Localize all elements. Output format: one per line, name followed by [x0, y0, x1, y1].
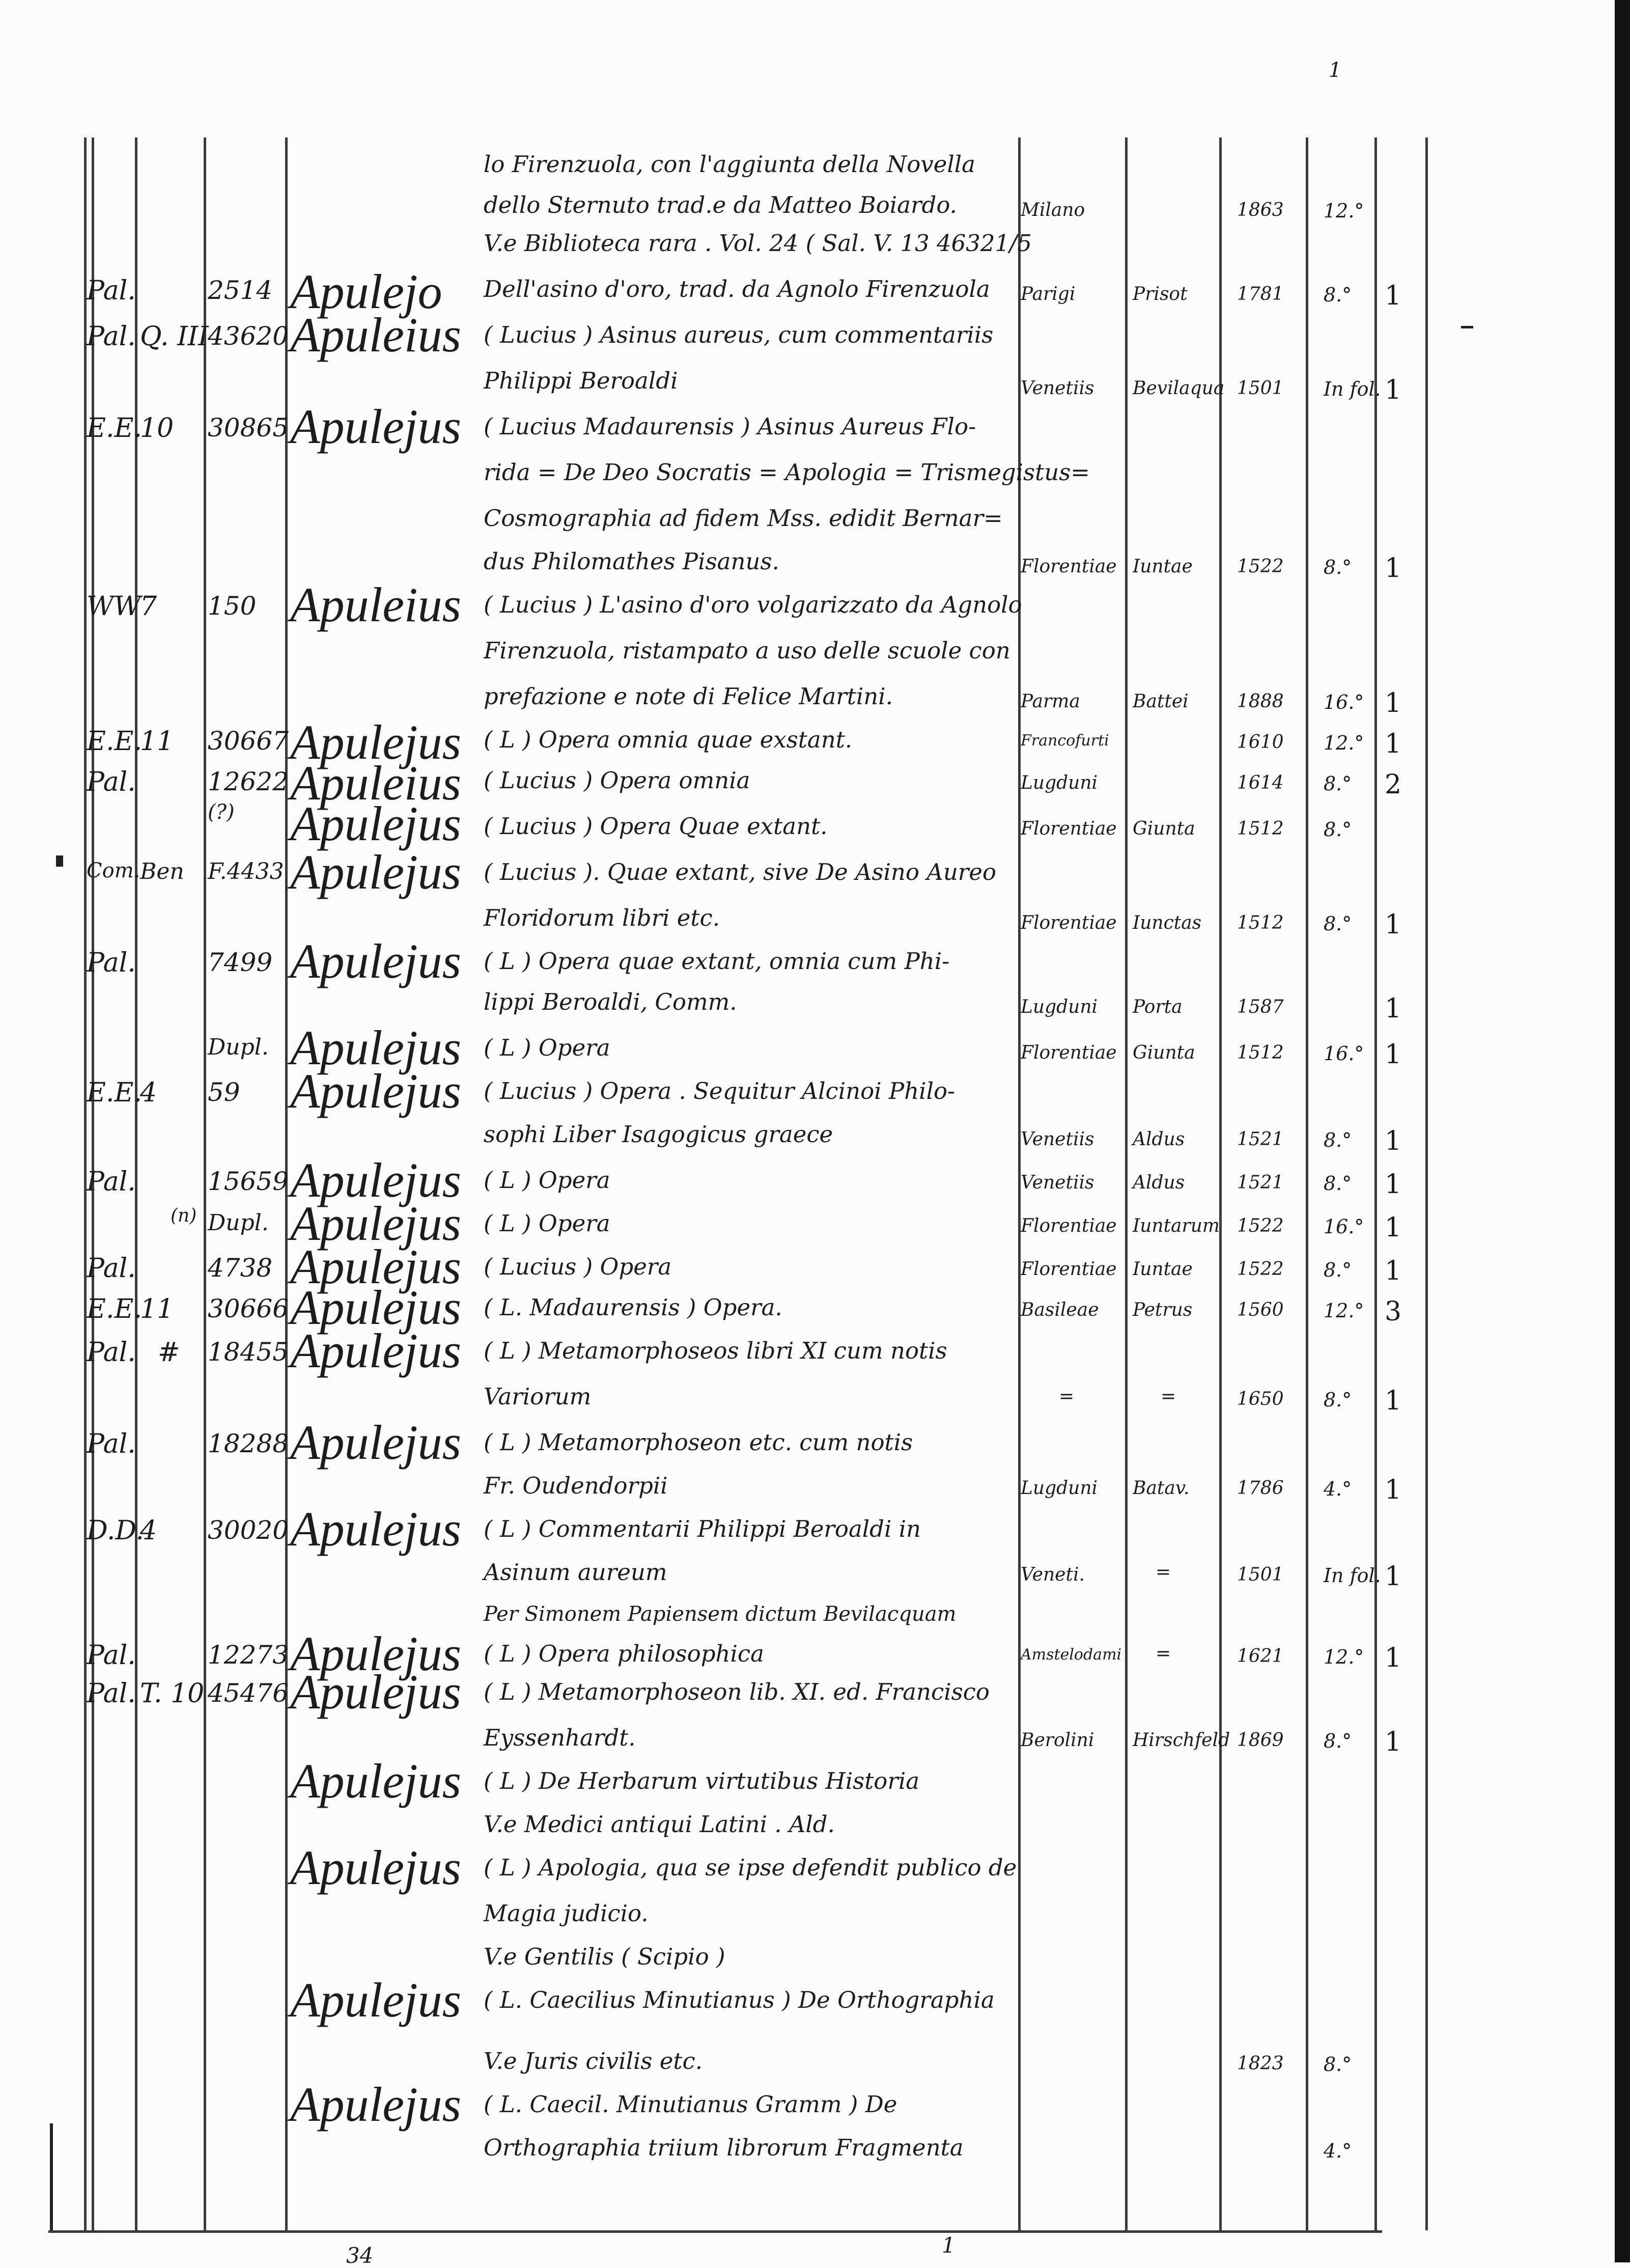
- entry-title: ( L ) Opera: [484, 1167, 610, 1194]
- entry-year: 1501: [1237, 378, 1284, 399]
- entry-place: Francofurti: [1021, 732, 1109, 750]
- entry-signature: Pal.: [87, 1678, 136, 1709]
- entry-signature: Pal.: [87, 1253, 136, 1284]
- entry-number: F.4433: [208, 859, 284, 884]
- entry-volumes: 1: [1385, 281, 1402, 311]
- entry-printer: Battei: [1133, 691, 1189, 712]
- entry-volumes: 1: [1385, 1386, 1402, 1416]
- bottom-right-note: 1: [942, 2233, 955, 2258]
- entry-format: 8.°: [1324, 556, 1352, 578]
- entry-year: 1512: [1237, 912, 1284, 933]
- column-rule: [1219, 137, 1222, 2230]
- entry-title: ( L ) Metamorphoseos libri XI cum notis: [484, 1337, 947, 1364]
- entry-year: 1888: [1237, 691, 1284, 712]
- entry-title: Firenzuola, ristampato a uso delle scuole con: [484, 637, 1010, 664]
- entry-number: Dupl.: [208, 1210, 269, 1236]
- entry-number: 43620: [208, 321, 289, 351]
- entry-year: 1522: [1237, 556, 1284, 577]
- entry-shelf: 4: [140, 1077, 157, 1108]
- entry-format: 8.°: [1324, 1129, 1352, 1151]
- entry-shelf: Ben: [140, 859, 184, 884]
- entry-title: Magia judicio.: [484, 1900, 649, 1927]
- entry-volumes: 1: [1385, 553, 1402, 584]
- entry-printer: =: [1156, 1643, 1171, 1664]
- entry-number: 30667: [208, 726, 289, 756]
- entry-volumes: 1: [1385, 1561, 1402, 1592]
- entry-title: sophi Liber Isagogicus graece: [484, 1121, 833, 1148]
- column-rule: [1374, 137, 1377, 2230]
- entry-number: 12622: [208, 767, 289, 796]
- entry-title: ( L ) Metamorphoseon lib. XI. ed. Francisco: [484, 1678, 990, 1705]
- entry-title: ( L ) Opera omnia quae exstant.: [484, 726, 853, 753]
- entry-printer: =: [1156, 1562, 1171, 1583]
- entry-title: ( L ) Opera quae extant, omnia cum Phi-: [484, 948, 950, 975]
- entry-year: 1823: [1237, 2053, 1284, 2074]
- entry-author: Apulejus: [290, 399, 461, 454]
- entry-number: 30666: [208, 1294, 289, 1323]
- entry-year: 1522: [1237, 1215, 1284, 1236]
- entry-signature: Pal.: [87, 1337, 136, 1368]
- entry-number: Dupl.: [208, 1034, 269, 1060]
- entry-author: Apulejus: [290, 845, 461, 899]
- entry-author: Apulejus: [290, 2077, 461, 2132]
- entry-place: Venetiis: [1021, 378, 1094, 399]
- entry-title: Asinum aureum: [484, 1559, 667, 1586]
- entry-place: Florentiae: [1021, 556, 1117, 577]
- entry-format: 12.°: [1324, 200, 1364, 222]
- entry-signature: Pal.: [87, 1640, 136, 1671]
- entry-shelf: 4: [140, 1515, 157, 1546]
- entry-author: Apulejus: [290, 715, 461, 769]
- bottom-left-note: 34: [346, 2243, 374, 2268]
- entry-author: Apulejus: [290, 1754, 461, 1808]
- entry-title: Eyssenhardt.: [484, 1724, 636, 1751]
- entry-printer: Iuntarum: [1133, 1215, 1220, 1236]
- entry-title: Cosmographia ad fidem Mss. edidit Bernar=: [484, 505, 1003, 532]
- entry-place: Florentiae: [1021, 912, 1117, 933]
- entry-signature: E.E.: [87, 726, 142, 757]
- entry-number: 15659: [208, 1167, 289, 1196]
- entry-title: prefazione e note di Felice Martini.: [484, 683, 893, 710]
- entry-year: 1650: [1237, 1389, 1284, 1409]
- entry-title: ( Lucius Madaurensis ) Asinus Aureus Flo-: [484, 413, 976, 440]
- column-rule: [204, 137, 206, 2230]
- entry-author: Apulejo: [290, 264, 442, 319]
- entry-title: V.e Gentilis ( Scipio ): [484, 1943, 725, 1970]
- entry-title: V.e Biblioteca rara . Vol. 24 ( Sal. V. 13 46321/5: [484, 230, 1032, 257]
- entry-author: Apuleius: [290, 308, 461, 362]
- entry-format: In fol.: [1324, 378, 1381, 400]
- entry-year: 1786: [1237, 1478, 1284, 1499]
- entry-author: Apulejus: [290, 934, 461, 988]
- entry-number: 18455: [208, 1337, 289, 1367]
- entry-number: 12273: [208, 1640, 289, 1670]
- entry-signature: Pal.: [87, 321, 136, 352]
- entry-year: 1521: [1237, 1129, 1284, 1150]
- entry-title: ( L ) Opera: [484, 1034, 610, 1061]
- entry-volumes: 1: [1385, 729, 1402, 759]
- entry-shelf: 11: [140, 726, 174, 757]
- entry-year: 1614: [1237, 772, 1284, 793]
- entry-printer: Giunta: [1133, 1042, 1195, 1063]
- entry-printer: Iuntae: [1133, 1259, 1193, 1280]
- entry-place: Amstelodami: [1021, 1646, 1122, 1664]
- entry-volumes: 3: [1385, 1296, 1402, 1327]
- entry-volumes: 1: [1385, 1256, 1402, 1286]
- entry-volumes: 1: [1385, 375, 1402, 405]
- entry-format: 8.°: [1324, 912, 1352, 935]
- entry-title: ( L ) Metamorphoseon etc. cum notis: [484, 1429, 913, 1456]
- entry-author: Apulejus: [290, 1840, 461, 1895]
- entry-format: 8.°: [1324, 772, 1352, 795]
- entry-format: 8.°: [1324, 818, 1352, 841]
- entry-printer: Prisot: [1133, 284, 1188, 305]
- entry-year: 1512: [1237, 1042, 1284, 1063]
- entry-shelf: 11: [140, 1294, 174, 1324]
- entry-place: Basileae: [1021, 1299, 1099, 1320]
- entry-printer: Hirschfeld: [1133, 1730, 1230, 1751]
- entry-author: Apulejus: [290, 1020, 461, 1075]
- entry-volumes: 1: [1385, 909, 1402, 940]
- entry-title: Fr. Oudendorpii: [484, 1472, 668, 1499]
- entry-title: ( L ) Apologia, qua se ipse defendit publico de: [484, 1854, 1017, 1881]
- entry-author: Apulejus: [290, 1323, 461, 1378]
- entry-format: 16.°: [1324, 691, 1364, 713]
- entry-format: 4.°: [1324, 1478, 1352, 1500]
- entry-title: ( Lucius ) Opera: [484, 1253, 672, 1280]
- entry-author: Apulejus: [290, 1196, 461, 1251]
- entry-title: ( L ) De Herbarum virtutibus Historia: [484, 1767, 920, 1794]
- entry-place: =: [1059, 1386, 1075, 1407]
- entry-format: 8.°: [1324, 2053, 1352, 2076]
- entry-place: Parigi: [1021, 284, 1076, 305]
- top-mark: 1: [1329, 59, 1342, 82]
- entry-printer: Iunctas: [1133, 912, 1202, 933]
- entry-place: Berolini: [1021, 1730, 1094, 1751]
- entry-format: 8.°: [1324, 1389, 1352, 1411]
- entry-title: dus Philomathes Pisanus.: [484, 548, 779, 575]
- entry-volumes: 1: [1385, 1643, 1402, 1673]
- entry-author: Apuleius: [290, 756, 461, 810]
- entry-place: Lugduni: [1021, 1478, 1098, 1499]
- entry-author: Apulejus: [290, 1064, 461, 1118]
- entry-number: 30865: [208, 413, 289, 442]
- entry-year: 1560: [1237, 1299, 1284, 1320]
- column-rule: [1306, 137, 1308, 2230]
- entry-title: V.e Medici antiqui Latini . Ald.: [484, 1811, 835, 1838]
- entry-author: Apulejus: [290, 1153, 461, 1207]
- entry-author: Apulejus: [290, 1415, 461, 1470]
- entry-title: ( Lucius ). Quae extant, sive De Asino Aureo: [484, 859, 997, 886]
- entry-year: 1781: [1237, 284, 1284, 305]
- entry-shelf: 10: [140, 413, 174, 444]
- entry-title: ( Lucius ) Opera . Sequitur Alcinoi Philo-: [484, 1077, 955, 1104]
- entry-volumes: 2: [1385, 769, 1402, 800]
- entry-printer: Giunta: [1133, 818, 1195, 839]
- entry-shelf: #: [158, 1337, 180, 1368]
- column-rule: [1125, 137, 1128, 2230]
- entry-title: Variorum: [484, 1383, 592, 1410]
- entry-number: 30020: [208, 1515, 289, 1545]
- entry-format: 12.°: [1324, 732, 1364, 754]
- entry-format: In fol.: [1324, 1564, 1381, 1587]
- entry-title: Floridorum libri etc.: [484, 904, 720, 931]
- entry-place: Parma: [1021, 691, 1080, 712]
- entry-volumes: 1: [1385, 1169, 1402, 1200]
- entry-year: 1501: [1237, 1564, 1284, 1585]
- entry-volumes: 1: [1385, 688, 1402, 718]
- entry-number: 45476: [208, 1678, 289, 1708]
- entry-number: 7499: [208, 948, 273, 977]
- entry-year: 1869: [1237, 1730, 1284, 1751]
- entry-title: ( L. Caecil. Minutianus Gramm ) De: [484, 2091, 897, 2118]
- entry-number: 59: [208, 1077, 240, 1107]
- entry-title: ( L ) Opera: [484, 1210, 610, 1237]
- entry-author: Apulejus: [290, 1239, 461, 1294]
- entry-number: 18288: [208, 1429, 289, 1458]
- entry-format: 16.°: [1324, 1215, 1364, 1238]
- entry-title: Philippi Beroaldi: [484, 367, 678, 394]
- entry-signature: WW: [87, 591, 141, 622]
- entry-printer: Aldus: [1133, 1129, 1185, 1150]
- entry-year: 1512: [1237, 818, 1284, 839]
- entry-format: 8.°: [1324, 1730, 1352, 1752]
- entry-year: 1521: [1237, 1172, 1284, 1193]
- entry-title: ( L ) Opera philosophica: [484, 1640, 764, 1667]
- entry-format: 4.°: [1324, 2140, 1352, 2162]
- entry-year: 1522: [1237, 1259, 1284, 1280]
- entry-title: Orthographia triium librorum Fragmenta: [484, 2134, 964, 2161]
- entry-author: Apulejus: [290, 1626, 461, 1681]
- entry-title: ( L. Caecilius Minutianus ) De Orthographia: [484, 1986, 995, 2013]
- entry-title: Dell'asino d'oro, trad. da Agnolo Firenzuola: [484, 275, 990, 302]
- entry-shelf: T. 10: [140, 1678, 205, 1709]
- entry-title: Per Simonem Papiensem dictum Bevilacquam: [484, 1602, 957, 1626]
- entry-volumes: 1: [1385, 993, 1402, 1024]
- entry-author: Apulejus: [290, 796, 461, 851]
- entry-signature: Pal.: [87, 275, 136, 306]
- column-rule: [1425, 137, 1428, 2230]
- entry-title: ( L ) Commentarii Philippi Beroaldi in: [484, 1515, 921, 1542]
- margin-mark: [1461, 326, 1473, 328]
- entry-author: Apulejus: [290, 1665, 461, 1719]
- entry-format: 12.°: [1324, 1299, 1364, 1322]
- entry-author: Apulejus: [290, 1280, 461, 1335]
- entry-year: 1587: [1237, 997, 1284, 1017]
- bottom-rule: [48, 2230, 1382, 2233]
- entry-place: Venetiis: [1021, 1129, 1094, 1150]
- entry-title: rida = De Deo Socratis = Apologia = Trismegistus=: [484, 459, 1090, 486]
- entry-title: dello Sternuto trad.e da Matteo Boiardo.: [484, 191, 957, 218]
- entry-number: 2514: [208, 275, 273, 305]
- entry-format: 8.°: [1324, 1259, 1352, 1281]
- margin-mark: [56, 855, 63, 867]
- entry-number: 4738: [208, 1253, 273, 1283]
- entry-signature: E.E.: [87, 1077, 142, 1108]
- entry-author: Apulejus: [290, 1502, 461, 1556]
- entry-title: lippi Beroaldi, Comm.: [484, 988, 737, 1015]
- entry-signature: Pal.: [87, 767, 136, 797]
- entry-volumes: 1: [1385, 1126, 1402, 1156]
- entry-year: 1863: [1237, 200, 1284, 220]
- entry-signature: Pal.: [87, 1167, 136, 1197]
- entry-volumes: 1: [1385, 1727, 1402, 1757]
- entry-shelf: (n): [171, 1205, 197, 1226]
- entry-volumes: 1: [1385, 1212, 1402, 1243]
- entry-format: 8.°: [1324, 284, 1352, 306]
- entry-author: Apuleius: [290, 577, 461, 632]
- entry-shelf: Q. III: [140, 321, 209, 352]
- entry-year: 1621: [1237, 1646, 1284, 1667]
- margin-mark: [50, 2123, 53, 2230]
- entry-format: 16.°: [1324, 1042, 1364, 1065]
- entry-title: ( Lucius ) L'asino d'oro volgarizzato da Agnolo: [484, 591, 1022, 618]
- scan-edge: [1615, 0, 1630, 2262]
- entry-title: V.e Juris civilis etc.: [484, 2048, 703, 2075]
- entry-printer: Bevilaqua: [1133, 378, 1225, 399]
- entry-signature: D.D.: [87, 1515, 144, 1546]
- entry-volumes: 1: [1385, 1475, 1402, 1505]
- entry-title: ( Lucius ) Opera omnia: [484, 767, 750, 794]
- entry-place: Florentiae: [1021, 1215, 1117, 1236]
- entry-signature: Com.: [87, 859, 140, 882]
- entry-place: Florentiae: [1021, 1042, 1117, 1063]
- entry-format: 12.°: [1324, 1646, 1364, 1668]
- entry-title: ( Lucius ) Opera Quae extant.: [484, 813, 828, 840]
- entry-printer: Iuntae: [1133, 556, 1193, 577]
- entry-author: Apulejus: [290, 1973, 461, 2027]
- entry-place: Florentiae: [1021, 1259, 1117, 1280]
- entry-place: Venetiis: [1021, 1172, 1094, 1193]
- entry-signature: E.E.: [87, 413, 142, 444]
- entry-volumes: 1: [1385, 1039, 1402, 1070]
- entry-printer: Aldus: [1133, 1172, 1185, 1193]
- entry-place: Lugduni: [1021, 997, 1098, 1017]
- entry-place: Lugduni: [1021, 772, 1098, 793]
- entry-signature: Pal.: [87, 1429, 136, 1459]
- entry-year: 1610: [1237, 732, 1284, 753]
- entry-printer: Petrus: [1133, 1299, 1193, 1320]
- entry-place: Veneti.: [1021, 1564, 1085, 1585]
- entry-place: Florentiae: [1021, 818, 1117, 839]
- entry-printer: =: [1161, 1386, 1176, 1407]
- entry-number: 150: [208, 591, 257, 621]
- entry-title: ( Lucius ) Asinus aureus, cum commentariis: [484, 321, 994, 348]
- entry-signature: E.E.: [87, 1294, 142, 1324]
- entry-printer: Batav.: [1133, 1478, 1190, 1499]
- entry-printer: Porta: [1133, 997, 1183, 1017]
- entry-number: (?): [208, 800, 235, 824]
- entry-format: 8.°: [1324, 1172, 1352, 1195]
- entry-place: Milano: [1021, 200, 1085, 220]
- entry-title: ( L. Madaurensis ) Opera.: [484, 1294, 782, 1321]
- entry-signature: Pal.: [87, 948, 136, 978]
- entry-title: lo Firenzuola, con l'aggiunta della Novella: [484, 151, 975, 178]
- entry-shelf: 7: [140, 591, 157, 622]
